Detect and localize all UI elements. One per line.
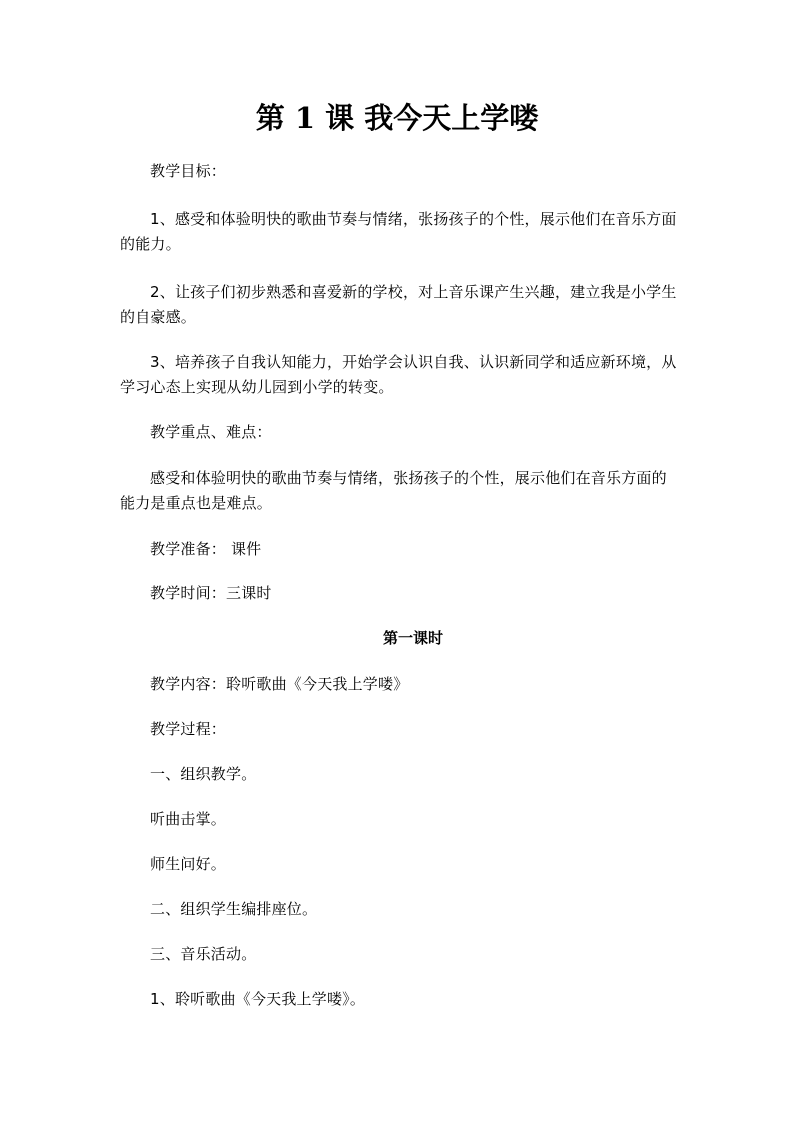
- paragraph-process-step-1: 一、组织教学。: [150, 765, 257, 783]
- paragraph-greeting: 师生问好。: [150, 855, 227, 873]
- paragraph-teaching-content: 教学内容：聆听歌曲《今天我上学喽》: [150, 675, 409, 693]
- paragraph-listen-clap: 听曲击掌。: [150, 810, 227, 828]
- paragraph-teaching-preparation: 教学准备： 课件: [150, 540, 262, 558]
- paragraph-listen-song: 1、聆听歌曲《今天我上学喽》。: [150, 990, 366, 1008]
- document-title: 第 1 课 我今天上学喽: [255, 101, 539, 135]
- paragraph-teaching-time: 教学时间：三课时: [150, 584, 272, 602]
- section-title-first-lesson: 第一课时: [382, 629, 443, 647]
- paragraph-goal-1: 1、感受和体验明快的歌曲节奏与情绪，张扬孩子的个性，展示他们在音乐方面的能力。: [120, 210, 677, 253]
- paragraph-goal-3: 3、培养孩子自我认知能力，开始学会认识自我、认识新同学和适应新环境，从学习心态上实现从幼儿园到小学的转变。: [120, 353, 677, 396]
- paragraph-key-points-heading: 教学重点、难点：: [150, 423, 272, 441]
- paragraph-goal-2: 2、让孩子们初步熟悉和喜爱新的学校，对上音乐课产生兴趣，建立我是小学生的自豪感。: [120, 283, 677, 326]
- paragraph-teaching-process-heading: 教学过程：: [150, 720, 227, 738]
- paragraph-teaching-goals-heading: 教学目标：: [150, 162, 227, 180]
- paragraph-process-step-3: 三、音乐活动。: [150, 945, 257, 963]
- paragraph-process-step-2: 二、组织学生编排座位。: [150, 900, 318, 918]
- paragraph-key-points: 感受和体验明快的歌曲节奏与情绪，张扬孩子的个性，展示他们在音乐方面的能力是重点也是难点。: [120, 469, 667, 512]
